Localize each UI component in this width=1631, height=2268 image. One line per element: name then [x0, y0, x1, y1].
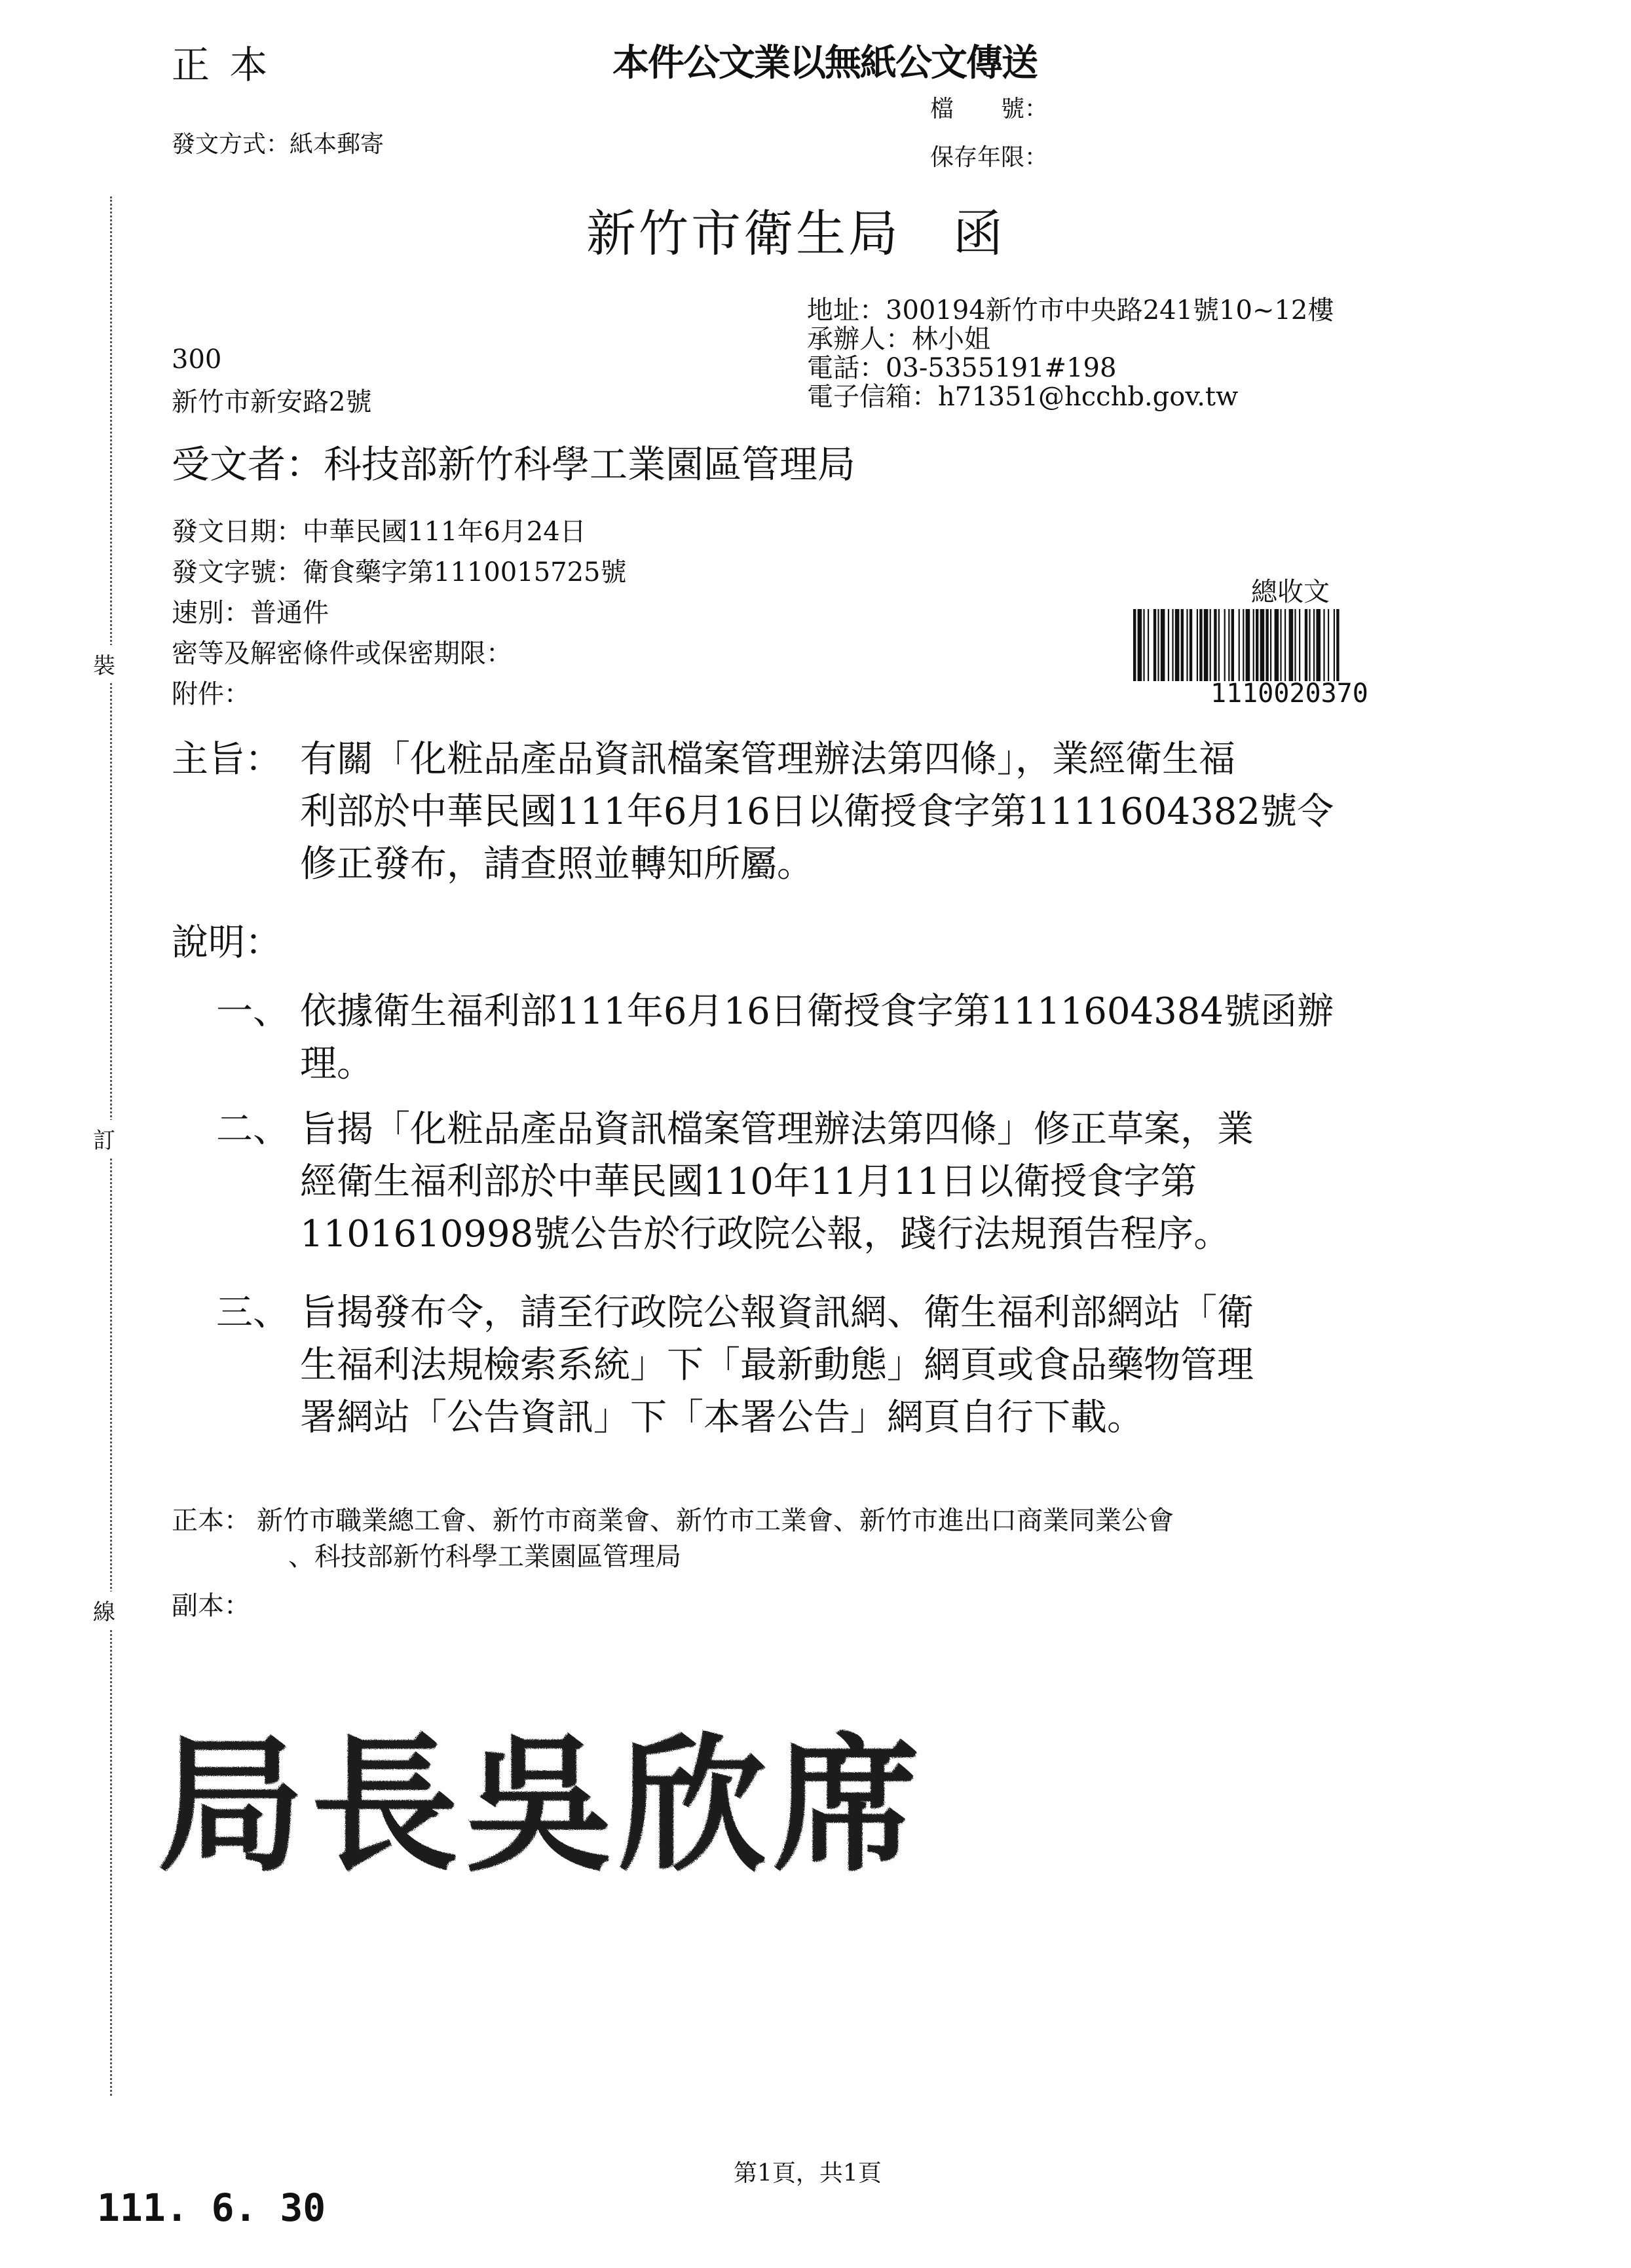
speed-class: 速別：普通件	[172, 598, 329, 628]
explanation-item-2-line-2: 經衛生福利部於中華民國110年11月11日以衛授食字第	[300, 1161, 1197, 1203]
barcode-bar	[1218, 609, 1220, 681]
explanation-item-2-line-3: 1101610998號公告於行政院公報，踐行法規預告程序。	[300, 1213, 1231, 1255]
explanation-item-2-line-1: 旨揭「化粧品產品資訊檔案管理辦法第四條」修正草案，業	[300, 1108, 1254, 1151]
copy-recipients-label: 副本：	[172, 1591, 250, 1621]
barcode-bar	[1153, 609, 1156, 681]
binding-mark-xian: 線	[93, 1591, 115, 1629]
barcode-bar	[1239, 609, 1240, 681]
barcode-bar	[1284, 609, 1286, 681]
barcode-bar	[1168, 609, 1169, 681]
explanation-item-3-number: 三、	[216, 1292, 290, 1334]
barcode-bar	[1210, 609, 1211, 681]
received-date-stamp: 111. 6. 30	[97, 2185, 326, 2230]
subject-line-3: 修正發布，請查照並轉知所屬。	[300, 843, 814, 885]
barcode-bar	[1157, 609, 1159, 681]
barcode-bar	[1199, 609, 1202, 681]
barcode-bar	[1148, 609, 1149, 681]
barcode-bar	[1224, 609, 1226, 681]
barcode-bar	[1265, 609, 1268, 681]
explanation-item-3-line-3: 署網站「公告資訊」下「本署公告」網頁自行下載。	[300, 1396, 1144, 1439]
copy-type: 正 本	[172, 43, 272, 87]
barcode-bar	[1133, 609, 1136, 681]
barcode-bar	[1256, 609, 1258, 681]
barcode-bar	[1309, 609, 1310, 681]
svg-text:局長吳欣席: 局長吳欣席	[157, 1719, 927, 1886]
document-title: 新竹市衛生局 函	[586, 204, 1005, 263]
barcode-bar	[1143, 609, 1144, 681]
barcode-bar	[1294, 609, 1296, 681]
dispatch-method: 發文方式：紙本郵寄	[172, 131, 384, 158]
receipt-label: 總收文	[1251, 577, 1330, 607]
barcode-bar	[1289, 609, 1294, 681]
explanation-item-3-line-1: 旨揭發布令，請至行政院公報資訊網、衛生福利部網站「衛	[300, 1292, 1254, 1334]
explanation-label: 說明：	[172, 921, 282, 964]
barcode-bar	[1186, 609, 1188, 681]
barcode-bar	[1280, 609, 1281, 681]
barcode-bar	[1172, 609, 1173, 681]
barcode-bar	[1214, 609, 1216, 681]
barcode-bar	[1323, 609, 1324, 681]
subject-line-1: 有關「化粧品產品資訊檔案管理辦法第四條」，業經衛生福	[300, 738, 1235, 781]
receipt-number: 1110020370	[1210, 679, 1368, 709]
explanation-item-2-number: 二、	[216, 1108, 290, 1151]
barcode-bar	[1299, 609, 1300, 681]
explanation-item-1-number: 一、	[216, 990, 290, 1033]
barcode-bar	[1260, 609, 1265, 681]
attachment: 附件：	[172, 679, 250, 709]
barcode-bar	[1270, 609, 1271, 681]
explanation-item-1-line-2: 理。	[300, 1043, 373, 1085]
sender-phone: 電話：03-5355191#198	[807, 353, 1117, 383]
secrecy-level: 密等及解密條件或保密期限：	[172, 639, 512, 669]
barcode-bar	[1175, 609, 1180, 681]
barcode-bar	[1328, 609, 1329, 681]
binding-mark-zhuang: 裝	[93, 645, 115, 682]
original-recipients-line-2: 、科技部新竹科學工業園區管理局	[288, 1542, 681, 1572]
original-recipients-line-1: 新竹市職業總工會、新竹市商業會、新竹市工業會、新竹市進出口商業同業公會	[257, 1506, 1174, 1536]
director-signature-stamp	[157, 1716, 943, 1886]
barcode-bar	[1305, 609, 1307, 681]
barcode-bar	[1253, 609, 1254, 681]
barcode-bar	[1334, 609, 1335, 681]
barcode-bar	[1228, 609, 1229, 681]
sender-address: 地址：300194新竹市中央路241號10~12樓	[807, 295, 1334, 325]
issue-date: 發文日期：中華民國111年6月24日	[172, 517, 586, 547]
subject-line-2: 利部於中華民國111年6月16日以衛授食字第1111604382號令	[300, 790, 1334, 833]
barcode-bar	[1138, 609, 1142, 681]
page-info: 第1頁，共1頁	[734, 2160, 882, 2187]
recipient-street: 新竹市新安路2號	[172, 387, 372, 417]
barcode-bar	[1190, 609, 1192, 681]
binding-mark-ding: 訂	[93, 1120, 115, 1157]
explanation-item-1-line-1: 依據衛生福利部111年6月16日衛授食字第1111604384號函辦	[300, 990, 1334, 1033]
file-number-label: 檔 號：	[930, 96, 1049, 122]
recipient-postal-code: 300	[172, 344, 222, 375]
subject-label: 主旨：	[172, 738, 282, 781]
barcode-bar	[1336, 609, 1339, 681]
barcode-bar	[1231, 609, 1234, 681]
paperless-notice: 本件公文業以無紙公文傳送	[612, 41, 1037, 84]
document-number: 發文字號：衛食藥字第1110015725號	[172, 557, 627, 587]
barcode-bar	[1161, 609, 1165, 681]
recipient: 受文者：科技部新竹科學工業園區管理局	[172, 442, 856, 487]
barcode-bar	[1275, 609, 1279, 681]
barcode-bar	[1197, 609, 1198, 681]
sender-contact: 承辦人：林小姐	[807, 324, 990, 354]
barcode-bar	[1204, 609, 1209, 681]
explanation-item-3-line-2: 生福利法規檢索系統」下「最新動態」網頁或食品藥物管理	[300, 1344, 1254, 1386]
barcode-bar	[1246, 609, 1250, 681]
original-recipients-label: 正本：	[172, 1506, 250, 1536]
barcode-bar	[1316, 609, 1321, 681]
barcode-bar	[1313, 609, 1315, 681]
barcode-image	[1133, 609, 1444, 681]
barcode-bar	[1181, 609, 1184, 681]
barcode-bar	[1243, 609, 1244, 681]
sender-email: 電子信箱：h71351@hcchb.gov.tw	[807, 382, 1239, 412]
retention-label: 保存年限：	[930, 144, 1049, 171]
